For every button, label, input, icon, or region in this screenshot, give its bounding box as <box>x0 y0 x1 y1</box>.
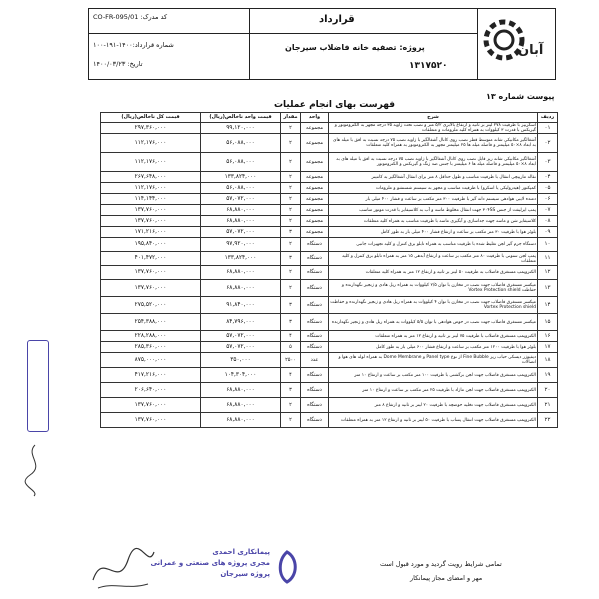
row-unit: دستگاه <box>301 398 329 413</box>
row-unit: دستگاه <box>301 342 329 353</box>
table-row <box>101 123 558 134</box>
row-number: ۰۱ <box>538 123 558 134</box>
row-total-price: ۲۷۵,۵۲۰,۰۰۰ <box>101 297 201 314</box>
row-description: الکتروپمپ مستغرق فاضلاب با ظرفیت ۷۵ لیتر بر ثانیه و ارتفاع ۱۲ متر به همراه متعلقات <box>329 331 538 342</box>
row-quantity: ۴ <box>281 368 301 383</box>
row-quantity: ۲ <box>281 398 301 413</box>
row-unit: مجموعه <box>301 205 329 216</box>
logo-text: آبان <box>518 43 544 58</box>
row-total-price: ۲۹۷,۳۶۰,۰۰۰ <box>101 123 201 134</box>
col-total-price-header: قیمت کل ناخالص(ریال) <box>101 113 201 123</box>
row-number: ۰۸ <box>538 216 558 227</box>
row-total-price: ۴۱۷,۲۱۶,۰۰۰ <box>101 368 201 383</box>
row-number: ۱۷ <box>538 342 558 353</box>
project-name: پروژه: تصفیه خانه فاضلاب سیرجان <box>285 43 425 52</box>
row-number: ۱۰ <box>538 238 558 252</box>
row-unit-price: ۶۸,۸۸۰,۰۰۰ <box>201 413 281 428</box>
stamp-subtitle: مجری پروژه های صنعتی و عمرانی <box>150 559 270 567</box>
row-unit-price: ۶۸,۸۸۰,۰۰۰ <box>201 383 281 398</box>
row-unit-price: ۶۸,۸۸۰,۰۰۰ <box>201 216 281 227</box>
row-number: ۱۳ <box>538 280 558 297</box>
signature-scribble <box>88 540 158 596</box>
row-description: پمپ لجن ستونی با ظرفیت ۸۰ متر مکعب بر ساعت و ارتفاع آبدهی ۱۵ متر به همراه تابلو برق کنترل و کلیه متعلقات <box>329 252 538 266</box>
row-quantity: ۲ <box>281 172 301 183</box>
col-qty-header: مقدار <box>281 113 301 123</box>
row-unit: دستگاه <box>301 266 329 280</box>
row-unit-price: ۵۷,۰۷۲,۰۰۰ <box>201 342 281 353</box>
row-unit-price: ۶۸,۸۸۰,۰۰۰ <box>201 398 281 413</box>
row-quantity: ۳ <box>281 297 301 314</box>
row-quantity: ۴ <box>281 331 301 342</box>
table-row <box>101 368 558 383</box>
row-description: الکتروپمپ مستغرق فاضلاب جهت انتقال پساب با ظرفیت ۵۰ لیتر بر ثانیه و ارتفاع ۱۲ متر به همراه متعلقات <box>329 413 538 428</box>
row-unit: دستگاه <box>301 297 329 314</box>
row-unit: مجموعه <box>301 153 329 172</box>
row-number: ۰۲ <box>538 134 558 153</box>
row-total-price: ۱۳۷,۷۶۰,۰۰۰ <box>101 398 201 413</box>
table-row <box>101 194 558 205</box>
row-quantity: ۲ <box>281 238 301 252</box>
row-number: ۲۱ <box>538 398 558 413</box>
row-description: بلوئر هوا با ظرفیت ۱۲۰۰ متر مکعب بر ساعت و ارتفاع فشار ۶۰۰ میلی بار به طور کامل <box>329 342 538 353</box>
row-unit-price: ۸۴,۷۹۶,۰۰۰ <box>201 314 281 331</box>
row-unit: عدد <box>301 353 329 368</box>
row-unit: دستگاه <box>301 368 329 383</box>
acceptance-text: تمامی شرایط رویت گردید و مورد قبول است <box>380 560 502 568</box>
table-row <box>101 331 558 342</box>
row-unit: مجموعه <box>301 123 329 134</box>
row-quantity: ۲ <box>281 413 301 428</box>
row-total-price: ۱۳۷,۷۶۰,۰۰۰ <box>101 266 201 280</box>
row-unit: مجموعه <box>301 194 329 205</box>
row-quantity: ۳ <box>281 383 301 398</box>
row-unit: مجموعه <box>301 227 329 238</box>
row-unit: دستگاه <box>301 238 329 252</box>
row-unit-price: ۵۶,۰۸۸,۰۰۰ <box>201 134 281 153</box>
row-total-price: ۱۳۷,۷۶۰,۰۰۰ <box>101 280 201 297</box>
row-total-price: ۲۰۶,۶۴۰,۰۰۰ <box>101 383 201 398</box>
row-unit-price: ۹۹,۱۲۰,۰۰۰ <box>201 123 281 134</box>
col-unit-header: واحد <box>301 113 329 123</box>
col-unit-price-header: قیمت واحد ناخالص(ریال) <box>201 113 281 123</box>
side-signature-scribble <box>20 440 50 500</box>
table-body <box>101 123 558 428</box>
row-total-price: ۱۱۴,۱۴۴,۰۰۰ <box>101 194 201 205</box>
row-unit: دستگاه <box>301 280 329 297</box>
header-divider <box>89 33 477 34</box>
row-unit: مجموعه <box>301 172 329 183</box>
row-description: پمپ ایرلیفت از جنس ۳۰۴SS جهت انتقال مخلوط ماسه و آب به کلاسیفایر با قدرت موتور مناسب <box>329 205 538 216</box>
table-row <box>101 205 558 216</box>
row-total-price: ۱۳۷,۷۶۰,۰۰۰ <box>101 413 201 428</box>
row-total-price: ۱۹۵,۸۴۰,۰۰۰ <box>101 238 201 252</box>
row-description: الکتروپمپ مستغرق فاضلاب جهت تخلیه حوضچه با ظرفیت ۲۰ لیتر بر ثانیه و ارتفاع ۸ متر <box>329 398 538 413</box>
row-unit-price: ۵۶,۰۸۸,۰۰۰ <box>201 183 281 194</box>
row-number: ۲۰ <box>538 383 558 398</box>
row-unit-price: ۵۶,۰۸۸,۰۰۰ <box>201 153 281 172</box>
row-description: الکتروپمپ مستغرق فاضلاب به ظرفیت ۵۰ لیتر بر ثانیه و ارتفاع ۱۲ متر به همراه کلیه متعلقات <box>329 266 538 280</box>
row-unit: مجموعه <box>301 216 329 227</box>
row-number: ۱۴ <box>538 297 558 314</box>
row-quantity: ۲ <box>281 216 301 227</box>
table-row <box>101 134 558 153</box>
table-row <box>101 252 558 266</box>
annex-label: پیوست شماره ۱۳ <box>486 92 555 101</box>
row-quantity: ۲ <box>281 280 301 297</box>
row-description: الکتروپمپ مستغرق فاضلاب جهت لجن برگشتی با ظرفیت ۱۰۰ متر مکعب بر ساعت و ارتفاع ۱۰ متر <box>329 368 538 383</box>
row-description: کلاسیفایر شن و ماسه جهت جداسازی و آبگیری ماسه با ظرفیت مناسب به همراه کلیه متعلقات <box>329 216 538 227</box>
stamp-project: پروژه سیرجان <box>220 570 270 578</box>
row-total-price: ۱۱۲,۱۷۶,۰۰۰ <box>101 183 201 194</box>
row-description: میکسر مستغرق فاضلاب جهت نصب در حوض هوادهی با توان ۵/۵ کیلووات به همراه ریل هادی و زنجیر نگهدارنده <box>329 314 538 331</box>
row-total-price: ۲۲۸,۲۸۸,۰۰۰ <box>101 331 201 342</box>
table-row <box>101 353 558 368</box>
row-quantity: ۵ <box>281 342 301 353</box>
row-number: ۱۱ <box>538 252 558 266</box>
row-number: ۱۵ <box>538 314 558 331</box>
row-unit: دستگاه <box>301 314 329 331</box>
row-unit: دستگاه <box>301 331 329 342</box>
row-number: ۱۸ <box>538 353 558 368</box>
company-logo-icon <box>478 10 554 76</box>
table-row <box>101 398 558 413</box>
row-unit-price: ۶۸,۸۸۰,۰۰۰ <box>201 266 281 280</box>
row-description: اسکریپر با ظرفیت ۲۷۸ لیتر بر ثانیه و ارتفاع بالابری ۵/۲ متر و نصب تحت زاویه ۳۵ درجه مجهز به الکتروموتور و گیربکس با قدرت ۳ کیلووات به همراه کلیه ملزومات و متعلقات <box>329 123 538 134</box>
row-quantity: ۲ <box>281 266 301 280</box>
table-title: فهرست بهای انجام عملیات <box>274 100 396 110</box>
table-row <box>101 238 558 252</box>
row-total-price: ۱۱۲,۱۷۶,۰۰۰ <box>101 153 201 172</box>
row-unit: مجموعه <box>301 183 329 194</box>
doc-code: کد مدرک: CO-FR-095/01 <box>93 13 168 21</box>
row-total-price: ۸۷۵,۰۰۰,۰۰۰ <box>101 353 201 368</box>
row-total-price: ۱۷۱,۲۱۶,۰۰۰ <box>101 227 201 238</box>
table-row <box>101 280 558 297</box>
table-row <box>101 216 558 227</box>
row-number: ۰۶ <box>538 194 558 205</box>
row-total-price: ۲۵۴,۳۸۸,۰۰۰ <box>101 314 201 331</box>
company-stamp <box>150 546 300 592</box>
table-row <box>101 383 558 398</box>
row-total-price: ۱۳۷,۷۶۰,۰۰۰ <box>101 205 201 216</box>
row-unit: دستگاه <box>301 413 329 428</box>
row-quantity: ۲ <box>281 153 301 172</box>
row-description: آشغالگیر مکانیکی شانه متوسط قطر نصب روی کانال آشغالگیر با زاویه نصب ۷۵ درجه نسبت به افق با میله های به ابعاد ۸×۵۰ میلیمتر و فاصله میله ها ۲۵ میلیمتر مجهز به الکتروموتور به همراه کلیه متعلقات <box>329 134 538 153</box>
stamp-company-name: پیمانکاری احمدی <box>212 548 270 556</box>
row-total-price: ۴۰۱,۴۷۲,۰۰۰ <box>101 252 201 266</box>
row-description: آشغالگیر مکانیکی شانه ریز قابل نصب روی کانال آشغالگیر با زاویه نصب ۷۵ درجه نسبت به افق با میله های به ابعاد ۸×۵۰ میلیمتر و فاصله میله ها ۶ میلیمتر با جنس ضد زنگ و گیربکس و الکتروموتور <box>329 153 538 172</box>
row-number: ۱۹ <box>538 368 558 383</box>
table-row <box>101 314 558 331</box>
row-unit-price: ۶۸,۸۸۰,۰۰۰ <box>201 205 281 216</box>
table-row <box>101 227 558 238</box>
side-stamp <box>27 340 49 432</box>
row-unit-price: ۱۳۳,۸۲۴,۰۰۰ <box>201 172 281 183</box>
contract-number: شماره قرارداد:۱۴۰۰-۱۹۱-۱۰۰ <box>93 41 174 49</box>
table-row <box>101 183 558 194</box>
row-description: کمپکتور (هیدرولیکی یا اسکرو) با ظرفیت مناسب و مجهز به سیستم شستشو و ملزومات <box>329 183 538 194</box>
row-total-price: ۲۸۵,۳۶۰,۰۰۰ <box>101 342 201 353</box>
row-description: میکسر مستغرق فاضلاب جهت نصب در مخازن با توان ۴ کیلووات به همراه ریل هادی و زنجیر نگهدارنده و حفاظت Vortex Protection shield <box>329 297 538 314</box>
col-row-header: ردیف <box>538 113 558 123</box>
row-quantity: ۲ <box>281 123 301 134</box>
row-total-price: ۱۱۲,۱۷۶,۰۰۰ <box>101 134 201 153</box>
table-row <box>101 413 558 428</box>
row-description: میکسر مستغرق فاضلاب جهت نصب در مخازن با توان ۲/۵ کیلووات به همراه ریل هادی و زنجیر نگهدارنده و حفاظت Vortex Protection shield <box>329 280 538 297</box>
row-unit-price: ۹۷,۹۲۰,۰۰۰ <box>201 238 281 252</box>
row-description: نقاله مارپیچی انتقال با ظرفیت مناسب و طول حداقل ۸ متر برای انتقال آشغالگیر به کانتینر <box>329 172 538 183</box>
row-quantity: ۲۵۰۰ <box>281 353 301 368</box>
row-unit-price: ۵۷,۰۷۲,۰۰۰ <box>201 194 281 205</box>
table-row <box>101 172 558 183</box>
header-divider <box>249 9 250 79</box>
row-number: ۲۲ <box>538 413 558 428</box>
stamp-logo-icon <box>274 550 300 584</box>
row-unit: مجموعه <box>301 134 329 153</box>
row-quantity: ۳ <box>281 314 301 331</box>
table-row <box>101 266 558 280</box>
table-row <box>101 342 558 353</box>
row-number: ۰۹ <box>538 227 558 238</box>
table-row <box>101 297 558 314</box>
row-number: ۰۵ <box>538 183 558 194</box>
row-unit-price: ۵۷,۰۷۲,۰۰۰ <box>201 331 281 342</box>
row-quantity: ۲ <box>281 194 301 205</box>
row-total-price: ۲۶۷,۶۴۸,۰۰۰ <box>101 172 201 183</box>
contract-date: تاریخ: ۱۴۰۰/۰۳/۲۳ <box>93 60 143 68</box>
row-number: ۰۳ <box>538 153 558 172</box>
row-description: الکتروپمپ مستغرق فاضلاب جهت لجن مازاد با ظرفیت ۲۵ متر مکعب بر ساعت و ارتفاع ۱۰ متر <box>329 383 538 398</box>
table-header-row <box>101 113 558 123</box>
row-quantity: ۳ <box>281 252 301 266</box>
price-list-table <box>100 112 558 428</box>
row-unit: دستگاه <box>301 252 329 266</box>
table-row <box>101 153 558 172</box>
col-description-header: شرح <box>329 113 538 123</box>
row-description: دمنده لایبی هوادهی سیستم دانه گیر با ظرفیت ۳۰۰ متر مکعب بر ساعت و فشار ۴۰۰ میلی بار <box>329 194 538 205</box>
row-unit-price: ۵۷,۰۷۲,۰۰۰ <box>201 227 281 238</box>
row-description: دستگاه جرم گیر لجن تغلیظ شده با ظرفیت مناسب به همراه تابلو برق کنترل و کلیه تجهیزات جانبی <box>329 238 538 252</box>
row-unit: دستگاه <box>301 383 329 398</box>
document-number: ۱۳۱۷۵۲۰ <box>409 61 448 71</box>
row-quantity: ۲ <box>281 205 301 216</box>
signature-label: مهر و امضای مجاز پیمانکار <box>410 574 483 582</box>
row-number: ۱۶ <box>538 331 558 342</box>
row-description: بلوئر هوا با ظرفیت ۳۰ متر مکعب بر ساعت و ارتفاع فشار ۴۰۰ میلی بار به طور کامل <box>329 227 538 238</box>
row-number: ۰۷ <box>538 205 558 216</box>
row-description: دیفیوزر دیسکی حباب ریز Fine Bubble از نوع Panel type و Dome Membrane به همراه لوله های هوا و اتصالات <box>329 353 538 368</box>
row-quantity: ۳ <box>281 227 301 238</box>
row-total-price: ۱۳۷,۷۶۰,۰۰۰ <box>101 216 201 227</box>
row-number: ۱۲ <box>538 266 558 280</box>
row-unit-price: ۱۳۳,۸۲۴,۰۰۰ <box>201 252 281 266</box>
row-unit-price: ۶۸,۸۸۰,۰۰۰ <box>201 280 281 297</box>
row-number: ۰۴ <box>538 172 558 183</box>
row-quantity: ۲ <box>281 134 301 153</box>
row-unit-price: ۳۵۰,۰۰۰ <box>201 353 281 368</box>
row-unit-price: ۹۱,۸۴۰,۰۰۰ <box>201 297 281 314</box>
row-unit-price: ۱۰۴,۳۰۴,۰۰۰ <box>201 368 281 383</box>
document-title: قرارداد <box>319 14 355 25</box>
row-quantity: ۲ <box>281 183 301 194</box>
